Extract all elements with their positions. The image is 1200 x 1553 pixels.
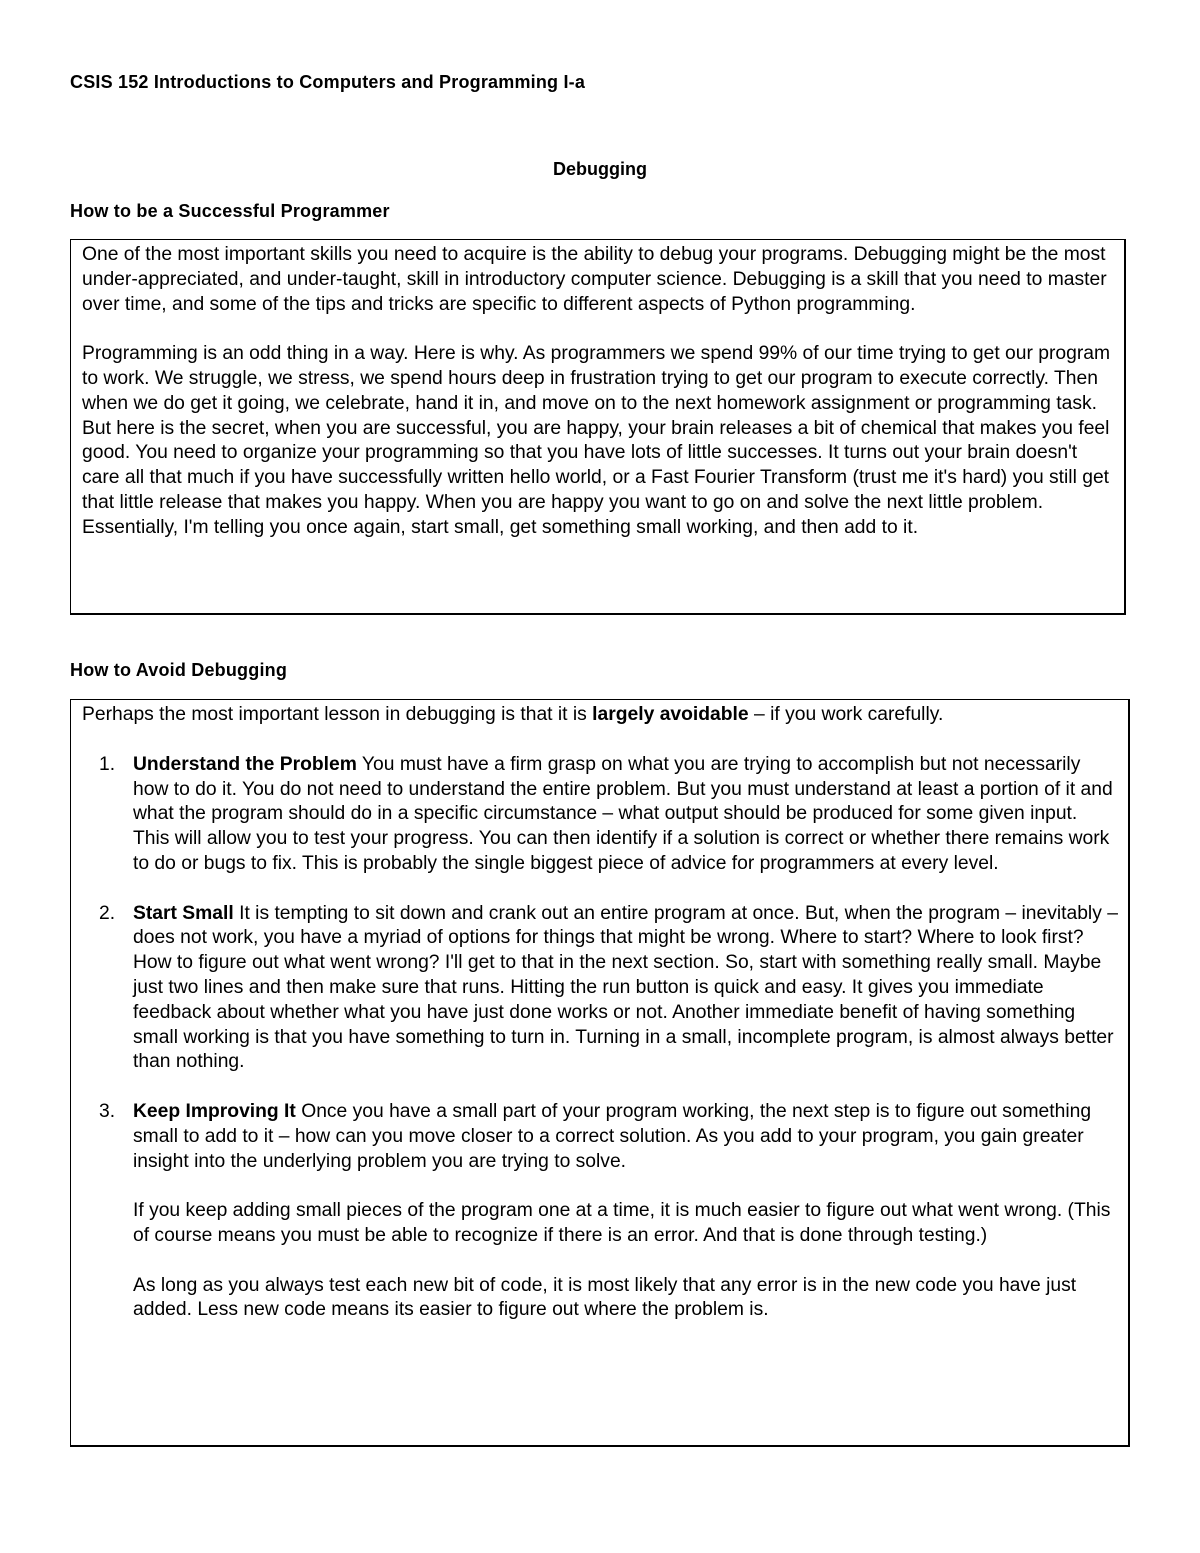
avoid-debugging-box [70, 699, 1130, 1447]
step-text: It is tempting to sit down and crank out an entire program at once. But, when the program – inevitably – does not work, you have a myriad of options for things that might be wrong. Where to start? Where to look first? How to figure out what went wrong? I'll get to that in the next section. So, start with something really small. Maybe just two lines and then make sure that runs. Hitting the run button is quick and easy. It gives you immediate feedback about whether what you have just done works or not. Another immediate benefit of having something small working is that you have something to turn in. Turning in a small, incomplete program, is almost always better than nothing. [133, 902, 1118, 1073]
paragraph: Programming is an odd thing in a way. Here is why. As programmers we spend 99% of our time trying to get our program to work. We struggle, we stress, we spend hours deep in frustration trying to get our program to execute correctly. Then when we do get it going, we celebrate, hand it in, and move on to the next homework assignment or programming task. But here is the secret, when you are successful, you are happy, your brain releases a bit of chemical that makes you feel good. You need to organize your programming so that you have lots of little successes. It turns out your brain doesn't care all that much if you have successfully written hello world, or a Fast Fourier Transform (trust me it's hard) you still get that little release that makes you happy. When you are happy you want to go on and solve the next little problem. Essentially, I'm telling you once again, start small, get something small working, and then add to it. [82, 343, 1111, 538]
steps-list [82, 753, 1118, 1323]
paragraph: One of the most important skills you need to acquire is the ability to debug your programs. Debugging might be the most under-appreciated, and under-taught, skill in introductory computer science. Debugging is a skill that you need to master over time, and some of the tips and tricks are specific to different aspects of Python programming. [82, 244, 1107, 315]
document-title: Debugging [553, 159, 647, 179]
step-title: Keep Improving It [133, 1100, 296, 1122]
list-number: 2. [99, 902, 116, 924]
list-number: 1. [99, 753, 116, 775]
course-title: CSIS 152 Introductions to Computers and Programming I-a [70, 72, 586, 92]
intro-text: Perhaps the most important lesson in debugging is that it is [82, 704, 593, 725]
list-item [82, 1100, 1118, 1323]
successful-programmer-box [70, 239, 1126, 615]
step-title: Understand the Problem [133, 753, 357, 775]
step-extra-paragraph: As long as you always test each new bit of code, it is most likely that any error is in the new code you have just added. Less new code means its easier to figure out where the problem is. [133, 1274, 1077, 1321]
section-heading-avoid-debugging: How to Avoid Debugging [70, 660, 288, 680]
section-heading-successful-programmer: How to be a Successful Programmer [70, 201, 390, 221]
step-title: Start Small [133, 902, 234, 924]
step-text: Once you have a small part of your program working, the next step is to figure out something small to add to it – how can you move closer to a correct solution. As you add to your program, you gain greater insight into the underlying problem you are trying to solve. [133, 1100, 1092, 1172]
step-text: You must have a firm grasp on what you are trying to accomplish but not necessarily how to do it. You do not need to understand the entire problem. But you must understand at least a portion of it and what the program should do in a specific circumstance – what output should be produced for some given input. This will allow you to test your progress. You can then identify if a solution is correct or whether there remains work to do or bugs to fix. This is probably the single biggest piece of advice for programmers at every level. [133, 753, 1113, 874]
intro-text-end: – if you work carefully. [748, 704, 944, 725]
list-item [82, 753, 1118, 877]
list-number: 3. [99, 1100, 116, 1122]
intro-paragraph [82, 703, 1118, 728]
list-item [82, 902, 1118, 1076]
step-extra-paragraph: If you keep adding small pieces of the program one at a time, it is much easier to figure out what went wrong. (This of course means you must be able to recognize if there is an error. And that is done through testing.) [133, 1200, 1111, 1246]
intro-emphasis: largely avoidable [592, 704, 749, 725]
